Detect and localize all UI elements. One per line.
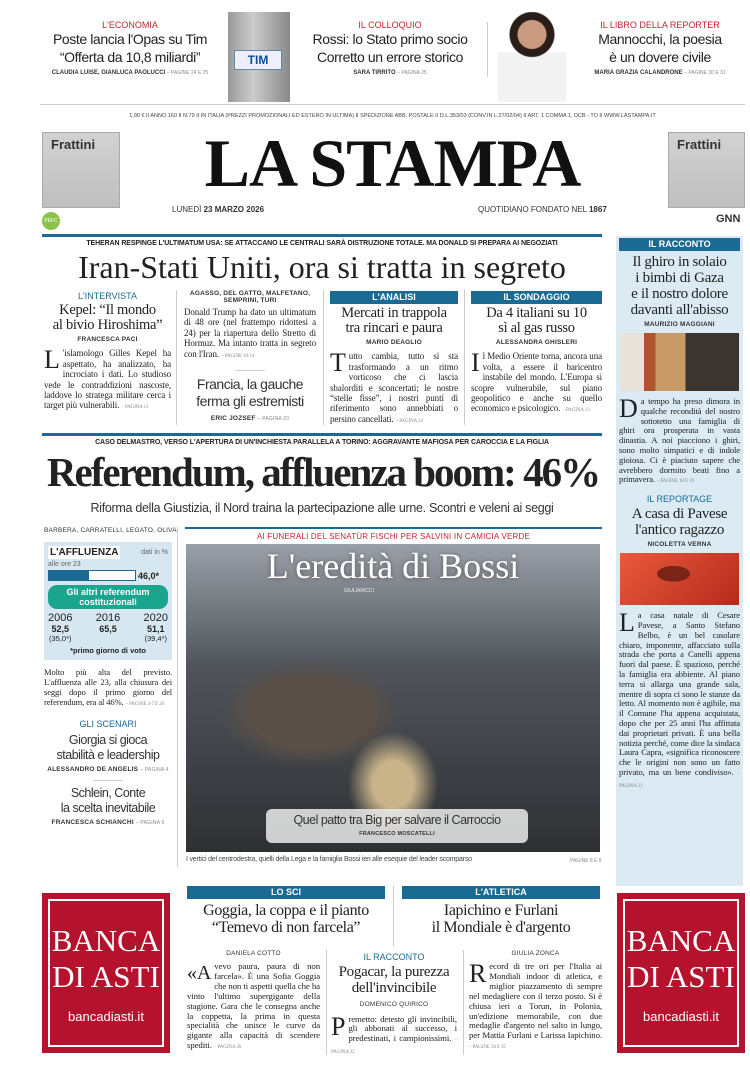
article-body: Premetto: detesto gli invincibili, gli abbonati al successo, i predestinati, i campionissimi. – PAGINA 22 (331, 1011, 457, 1056)
article-body: Molto più alta del previsto. L'affluenza alle 23, alla chiusura dei seggi dopo il primo giorno del referendum, era al 46%. – PAGINE 2-7 E 26 (44, 667, 172, 707)
divider (487, 22, 488, 77)
section-band: LO SCI (187, 886, 385, 899)
photo-credit: GIULIARICCI (344, 588, 375, 594)
article-headline: Kepel: “Il mondo al bivio Hiroshima” (52, 302, 163, 334)
article-body: La casa natale di Cesare Pavese, a Santo Stefano Belbo, è un bel casolare chiaro, imponente, affacciato sulla strada che porta a Canelli appena fuori dal paese. È spazioso, perché la famiglia era abbiente. Al piano terra si allarga una grande sala, mentre di sopra ci sono le stanze da letto. Al momento non è agibile, ma il Comune l'ha appena acquistata, dopo che per 25 anni l'ha affittata dai proprietari privati. È una bella notizia perché, come dice la sindaca Laura Capra, «significa riconoscere che le origini non sono un fatto privato, ma un bene condiviso». – PAGINA 23 (619, 608, 740, 789)
second-kicker: CASO DELMASTRO, VERSO L'APERTURA DI UN'INCHIESTA PARALLELA A TORINO: AGGRAVANTE MAFIOSA PER CAROCCIA E LA FIGLIA (95, 439, 549, 446)
teaser-headline: Rossi: lo Stato primo socio Corretto un errore storico (312, 31, 468, 65)
teaser-headline: Mannocchi, la poesia è un dovere civile (598, 31, 722, 65)
referendum-column (44, 527, 177, 826)
box-footnote: *primo giorno di voto (70, 646, 146, 655)
section-band: IL SONDAGGIO (471, 291, 602, 304)
sidebar (616, 236, 743, 886)
lead-trump[interactable] (184, 290, 316, 422)
section-rule (185, 527, 602, 529)
byline: GIULIA ZONCA (511, 950, 560, 957)
section-kicker: IL RACCONTO (363, 952, 425, 962)
section-rule (42, 234, 602, 237)
sidebar-headline[interactable]: A casa di Pavese l'antico ragazzo (631, 506, 728, 539)
teaser-kicker: L'ECONOMIA (102, 20, 158, 30)
article-body: «Avevo paura, paura di non farcela». È una Sofia Goggia che non ti aspetti quella che ha vinto l'ultimo supergigante della stagione. Gara che le consegna anche la coppetta, la prima in questa specialità che unisce le curve da gigante alla capacità di scendere spediti. – PAGINA 36 (187, 961, 320, 1051)
box-headline: Quel patto tra Big per salvare il Carroccio (293, 813, 501, 827)
photo-caption: I vertici del centrodestra, quelli della Lega e la famiglia Bossi ieri alle esequie del leader scomparso (186, 856, 472, 863)
sport-racconto[interactable] (331, 952, 457, 1058)
teaser-byline: MARIA GRAZIA CALANDRONE – PAGINE 30 E 31 (594, 70, 726, 76)
turnout-box (44, 542, 172, 660)
tim-tower-photo (228, 12, 290, 102)
article-body: Record di tre ori per l'Italia ai Mondiali indoor di atletica, e miglior piazzamento di sempre nel medagliere con il terzo posto. Si è chiusa ieri a Torun, in Polonia, un'edizione memorabile, con due medaglie d'argento nel salto in lungo, per Mattia Furlani e Larissa Iapichino. – PAGINE 34 E 35 (469, 959, 602, 1051)
other-referendum-pill: Gli altri referendum costituzionali (48, 585, 168, 609)
lead-interview[interactable] (44, 291, 171, 414)
byline: FRANCESCA PACI (77, 336, 138, 344)
article-headline: Mercati in trappola tra rincari e paura (341, 305, 447, 337)
box-unit: dati in % (141, 549, 168, 556)
teaser-libro[interactable] (575, 20, 745, 76)
teaser-economia[interactable] (36, 20, 224, 76)
teaser-byline: CLAUDIA LUISE, GIANLUCA PAOLUCCI – PAGINE 24 E 25 (51, 70, 209, 76)
byline: DOMENICO QUIRICO (359, 1000, 429, 1008)
byline: FRANCESCO MOSCATELLI (359, 831, 435, 837)
divider (323, 290, 324, 425)
byline: DANIELA COTTO (226, 950, 281, 957)
photo-pages: PAGINE 8 E 9 (570, 858, 602, 864)
lead-headline[interactable]: Iran-Stati Uniti, ora si tratta in segreto (78, 249, 566, 285)
frattini-ad-right[interactable]: Frattini (668, 132, 745, 208)
lead-analisi[interactable] (330, 291, 458, 427)
teaser-kicker: IL LIBRO DELLA REPORTER (600, 20, 720, 30)
info-line: 1,90 € II ANNO 160 II N.79 II IN ITALIA (PREZZI PROMOZIONALI ED ESTERO IN ULTIMA) II SPEDIZIONE ABB. POSTALE II D.L.353/03 (CONV.IN L.27/02/04) II ART. 1 COMMA 1, DCB - TO II WWW.LASTAMPA.IT (129, 113, 656, 119)
second-headline[interactable]: Referendum, affluenza boom: 46% (46, 449, 600, 495)
article-body: Tutto cambia, tutto si sta trasformando a un ritmo vorticoso che ci lascia sbalorditi e sconcertati; le nostre “stelle fisse”, i nostri punti di riferimento sono annebbiati o persino cancellati. – PAGINA 14 (330, 348, 458, 424)
byline: MAURIZIO MAGGIANI (644, 321, 715, 328)
article-body: Donald Trump ha dato un ultimatum di 48 ore (nel frattempo ridottesi a 24) per la riapertura dello Stretto di Hormuz. Ma intanto tratta in segreto con l'Iran. – PAGINE 10-14 (184, 307, 316, 359)
teaser-byline: SARA TIRRITO – PAGINA 25 (353, 70, 427, 76)
article-headline: Da 4 italiani su 10 sì al gas russo (486, 305, 587, 337)
byline: FRANCESCA SCHIANCHI – PAGINA 5 (51, 819, 165, 826)
turnout-bar (48, 570, 136, 581)
section-rule (42, 433, 602, 436)
section-kicker: IL REPORTAGE (646, 494, 713, 505)
section-band: IL RACCONTO (619, 238, 740, 251)
gaza-child-photo (620, 333, 739, 391)
pefc-logo: PEFC (42, 212, 60, 230)
reporter-photo (498, 12, 566, 102)
sport-sci[interactable] (187, 886, 385, 936)
pavese-photo (620, 553, 739, 605)
section-kicker: GLI SCENARI (79, 719, 137, 729)
masthead-date: LUNEDÌ 23 MARZO 2026 (172, 205, 265, 214)
byline: AGASSO, DEL GATTO, MALFETANO, SEMPRINI, TURI (189, 290, 311, 304)
photo-box[interactable] (266, 809, 528, 843)
divider (463, 950, 464, 1055)
second-subhead: Riforma della Giustizia, il Nord traina la partecipazione alle urne. Scontri e veleni ai seggi (90, 501, 554, 515)
section-kicker: L'INTERVISTA (78, 291, 137, 301)
teaser-kicker: IL COLLOQUIO (358, 20, 422, 30)
masthead-founded: QUOTIDIANO FONDATO NEL 1867 (478, 205, 607, 214)
article-headline: Goggia, la coppa e il pianto “Temevo di non farcela” (203, 902, 369, 936)
teaser-colloquio[interactable] (295, 20, 485, 76)
article-body: L 'islamologo Gilles Kepel ha aspettato, ha analizzato, ha incrociato i dati. Lo studioso vede le contraddizioni nascoste, laddove lo stratega militare cerca i target più vulnerabili. – PAGINA 11 (44, 345, 171, 411)
sport-sci-body (187, 950, 320, 1053)
turnout-value: 46,0* (138, 570, 160, 581)
section-band: L'ATLETICA (402, 886, 600, 899)
sidebar-headline[interactable]: Il ghiro in solaio i bimbi di Gaza e il nostro dolore davanti all'abisso (630, 254, 729, 318)
photo-kicker: AI FUNERALI DEL SENATÙR FISCHI PER SALVINI IN CAMICIA VERDE (256, 532, 531, 541)
byline: ALESSANDRA GHISLERI (495, 339, 578, 347)
history-2016: 2016 65,5 (95, 612, 121, 634)
byline: MARIO DEAGLIO (366, 339, 422, 347)
box-title: L'AFFLUENZA (50, 547, 119, 558)
byline: ALESSANDRO DE ANGELIS – PAGINA 4 (47, 766, 169, 773)
funeral-photo (186, 544, 600, 852)
article-body: Da tempo ha preso dimora in qualche recondità del nostro sottotetto una famiglia di ghiri ora prosperata in vasta dinastia. A noi piacciono i ghiri, sono molto simpatici e di indole gioiosa. Ci è piaciuto sapere che avrebbero dormito beati fino a primavera. – PAGINE 18 E 19 (619, 394, 740, 485)
tim-logo: TIM (234, 50, 282, 70)
divider (177, 527, 178, 867)
section-band: L'ANALISI (330, 291, 458, 304)
divider (176, 290, 177, 425)
divider (393, 886, 394, 946)
article-headline: Francia, la gauche ferma gli estremisti (196, 376, 304, 410)
history-row (48, 612, 168, 643)
article-headline[interactable]: Schlein, Conte la scelta inevitabile (60, 786, 156, 815)
photo-title[interactable]: L'eredità di Bossi (266, 546, 520, 586)
divider (464, 290, 465, 425)
sport-atletica[interactable] (402, 886, 600, 936)
divider (40, 104, 745, 105)
teaser-headline: Poste lancia l'Opas su Tim “Offerta da 10,8 miliardi” (52, 31, 208, 65)
history-2020: 2020 51,1 (39,4*) (143, 612, 168, 643)
gnn-logo: GNN (716, 213, 741, 225)
history-2006: 2006 52,5 (35,0*) (48, 612, 73, 643)
banca-asti-ad-left[interactable]: BANCA DI ASTI bancadiasti.it (42, 893, 170, 1053)
article-body: Il Medio Oriente torna, ancora una volta, a essere il baricentro instabile del mondo. L'Europa si scopre vulnerabile, sul piano geopolitico e anche su quello economico e psicologico. – PAGINA 13 (471, 348, 602, 414)
banca-asti-ad-right[interactable]: BANCA DI ASTI bancadiasti.it (617, 893, 745, 1053)
lead-sondaggio[interactable] (471, 291, 602, 417)
box-time: alle ore 23 (48, 561, 81, 568)
divider (326, 950, 327, 1055)
masthead-title[interactable]: LA STAMPA (204, 125, 581, 201)
byline: ERIC JOZSEF – PAGINA 20 (210, 415, 290, 423)
frattini-ad-left[interactable]: Frattini (42, 132, 120, 208)
byline: BARBERA, CARRATELLI, LEGATO, OLIVA (44, 527, 177, 534)
sport-atletica-body (469, 950, 602, 1053)
lead-kicker: TEHERAN RESPINGE L'ULTIMATUM USA: SE ATTACCANO LE CENTRALI SARÀ DISTRUZIONE TOTALE. MA DONALD SI PREPARA AI NEGOZIATI (86, 240, 558, 247)
byline: NICOLETTA VERNA (647, 541, 712, 549)
article-headline: Iapichino e Furlani il Mondiale è d'argento (431, 902, 571, 936)
article-headline[interactable]: Giorgia si gioca stabilità e leadership (56, 733, 160, 762)
article-headline: Pogacar, la purezza dell'invincibile (338, 964, 450, 996)
